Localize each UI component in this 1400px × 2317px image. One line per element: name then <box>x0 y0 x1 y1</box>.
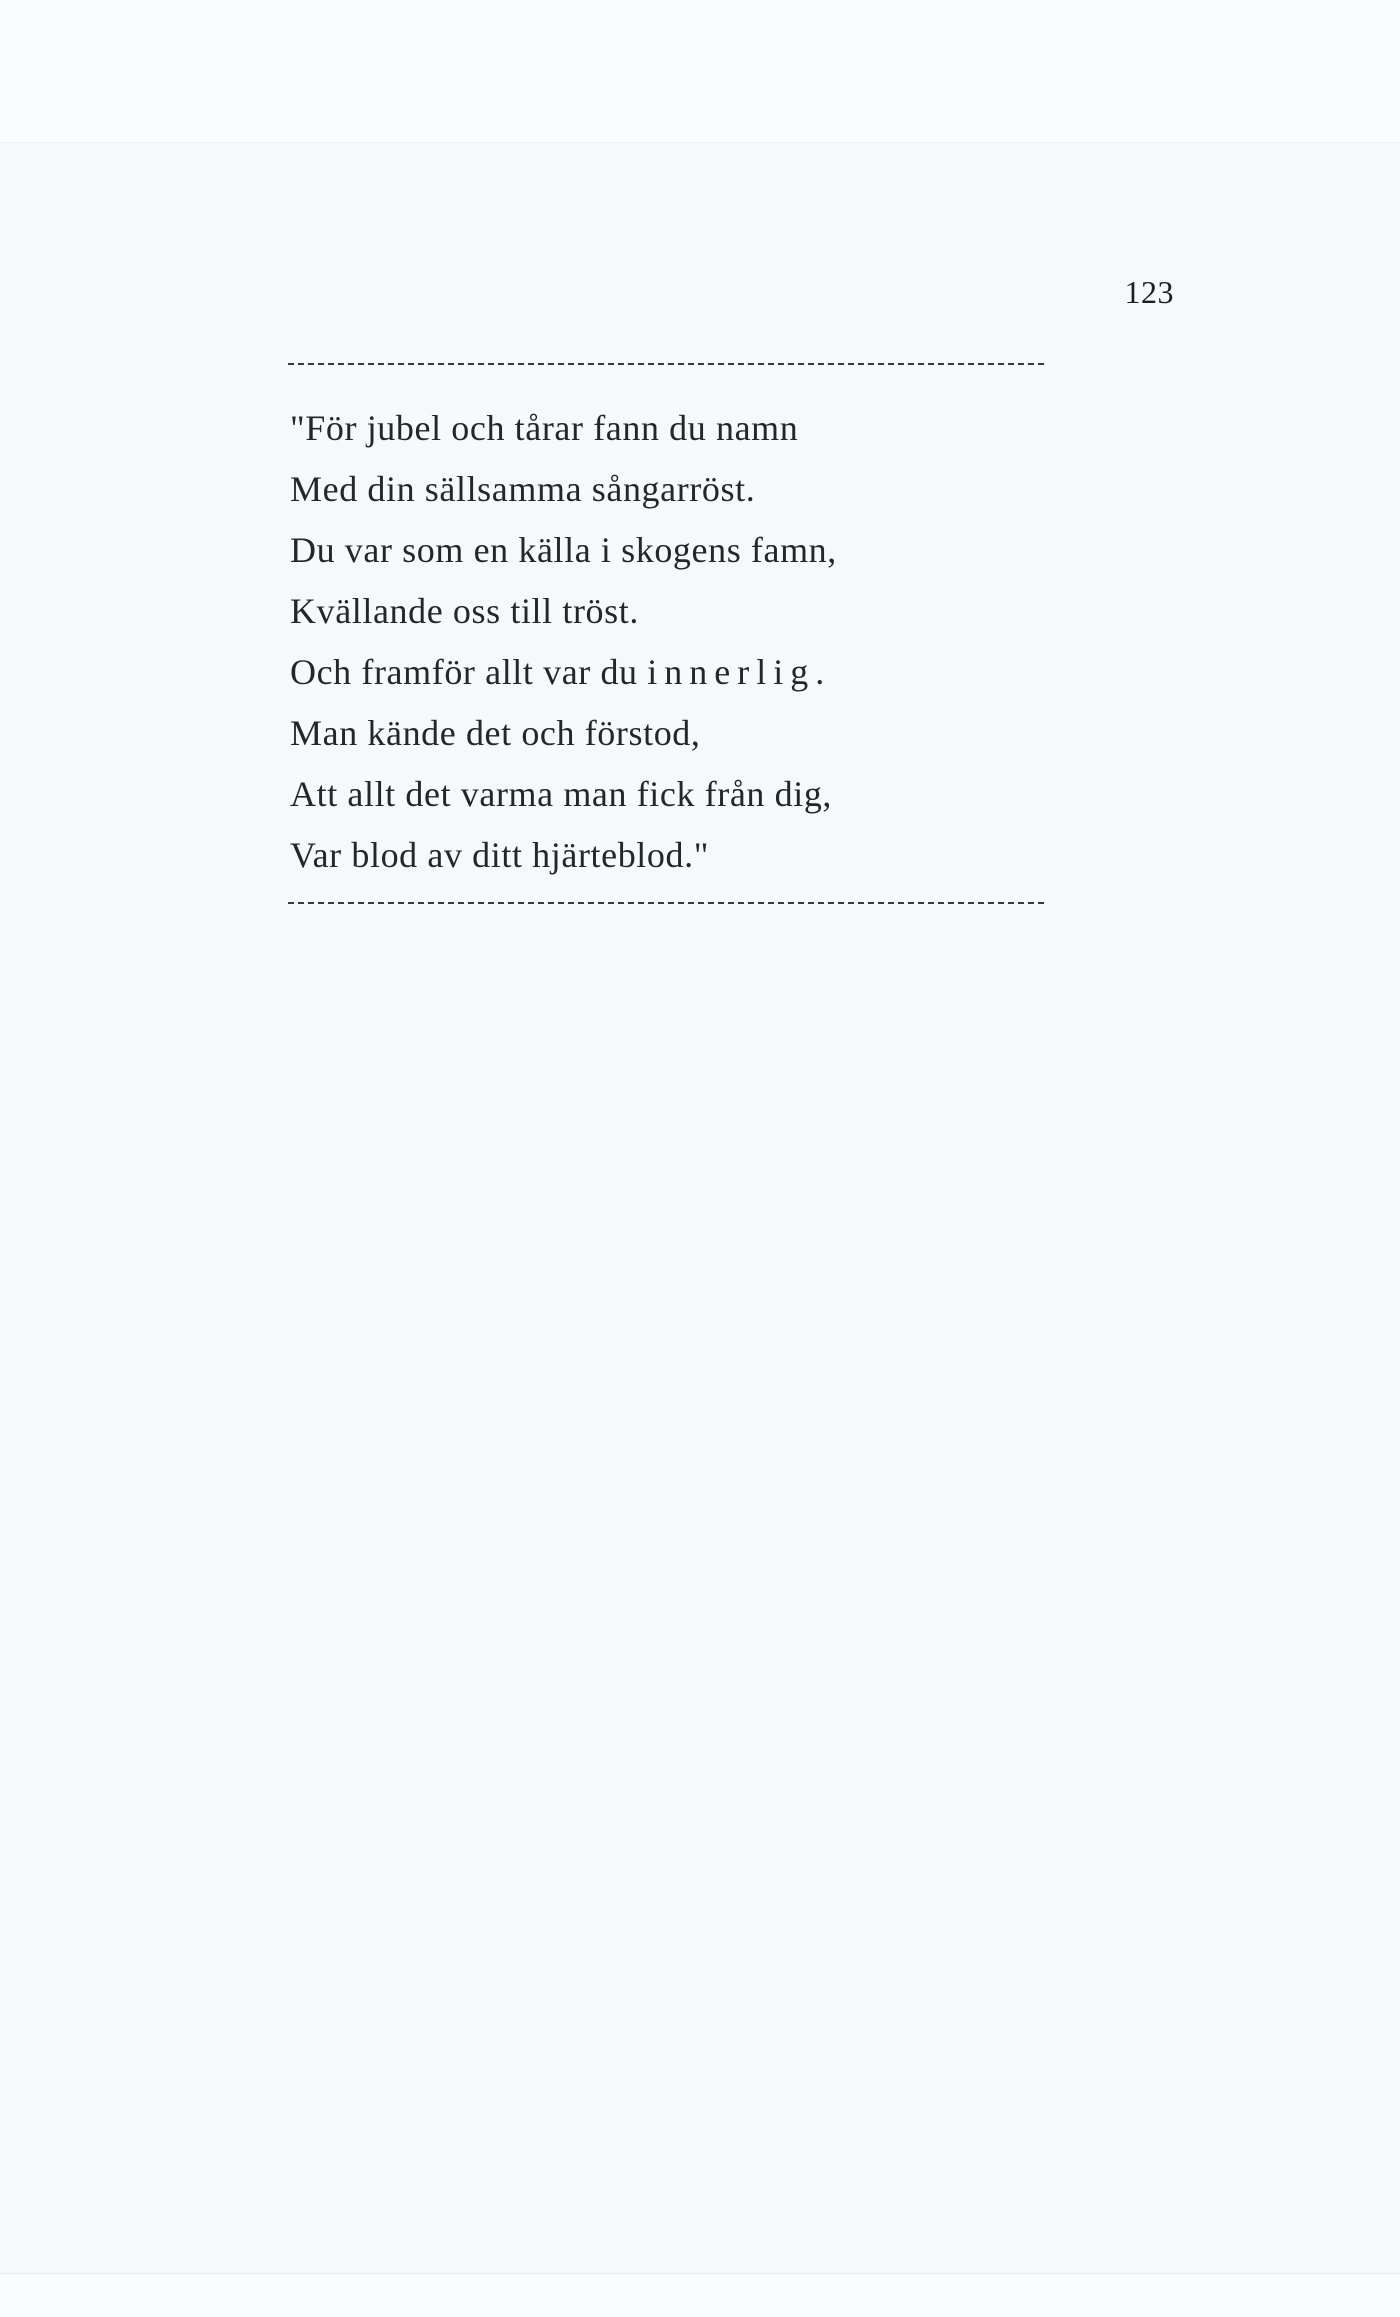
emphasized-word: innerlig <box>647 652 816 692</box>
poem-stanza <box>290 398 1120 886</box>
poem-line-emphasis <box>290 642 1120 703</box>
poem-line: Man kände det och förstod, <box>290 713 701 753</box>
poem-line: Du var som en källa i skogens famn, <box>290 530 837 570</box>
poem-line: "För jubel och tårar fann du namn <box>290 408 799 448</box>
page-number: 123 <box>1124 274 1174 310</box>
top-dashed-rule <box>288 363 1044 365</box>
bottom-dashed-rule <box>288 902 1044 904</box>
poem-line: Att allt det varma man fick från dig, <box>290 774 833 814</box>
poem-line: Var blod av ditt hjärteblod." <box>290 835 710 875</box>
poem-line: Kvällande oss till tröst. <box>290 591 639 631</box>
poem-line: Med din sällsamma sångarröst. <box>290 469 756 509</box>
emphasis-punctuation: . <box>815 652 825 692</box>
poem-line-lead: Och framför allt var du <box>290 652 648 692</box>
